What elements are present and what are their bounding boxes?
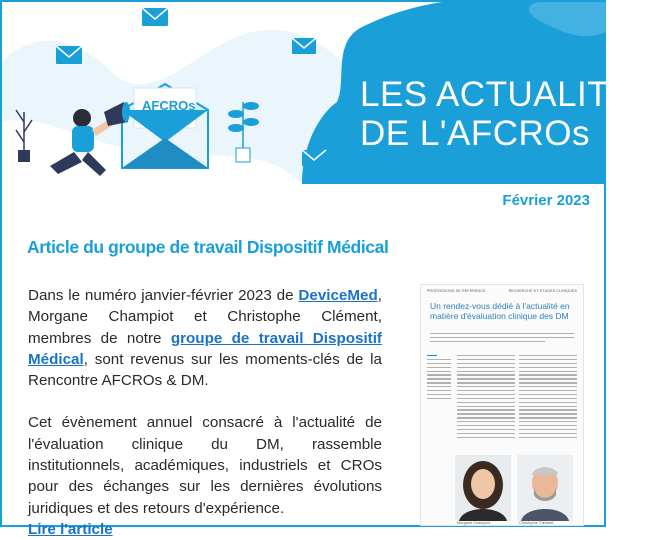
caption-right: Christophe Clément bbox=[519, 521, 554, 525]
newsletter-banner bbox=[2, 2, 657, 184]
large-envelope-icon bbox=[122, 84, 208, 168]
paragraph-text: Dans le numéro janvier-février 2023 de bbox=[28, 287, 299, 304]
magazine-column-2 bbox=[519, 355, 577, 441]
magazine-page-thumbnail[interactable] bbox=[420, 284, 584, 526]
article-paragraph-2: Cet évènement annuel consacré à l'actualité de l'évaluation clinique du DM, rassemble institutionnels, académiques, industriels et CROs pour des échanges sur les dernières évolutions juridiques et des retours d'expérience. bbox=[28, 414, 382, 517]
envelope-icon bbox=[292, 38, 316, 54]
paragraph-text: , sont revenus sur les moments-clés de la Rencontre AFCROs & DM. bbox=[28, 350, 382, 390]
photo-christophe-clement bbox=[517, 455, 573, 521]
article-title: Article du groupe de travail Dispositif Médical bbox=[27, 237, 389, 257]
banner-title bbox=[360, 75, 657, 153]
magazine-column-1 bbox=[457, 355, 515, 441]
photo-morgane-champiot bbox=[455, 455, 511, 521]
article-paragraph-1 bbox=[28, 285, 382, 391]
magazine-sidebar-text bbox=[427, 355, 451, 402]
banner-title-line1: LES ACTUALITÉS bbox=[360, 75, 657, 114]
article-body bbox=[28, 285, 382, 540]
magazine-section-left: PROFESSIONS DE REFERENCE bbox=[427, 289, 486, 293]
read-article-link[interactable]: Lire l'article bbox=[28, 520, 113, 538]
envelope-icon bbox=[302, 150, 326, 166]
devicemed-link[interactable]: DeviceMed bbox=[298, 287, 378, 304]
magazine-headline: Un rendez-vous dédié à l'actualité en matière d'évaluation clinique des DM bbox=[430, 301, 570, 321]
paragraph-text: , Morgane Champiot et Christophe Clément, membres de notre bbox=[28, 287, 382, 347]
issue-date: Février 2023 bbox=[502, 192, 590, 209]
svg-text:AFCROs: AFCROs bbox=[142, 98, 196, 113]
magazine-intro-text bbox=[430, 333, 574, 345]
banner-title-line2: DE L'AFCROs bbox=[360, 114, 590, 153]
caption-left: Morgane Champiot bbox=[457, 521, 490, 525]
envelope-icon bbox=[142, 8, 168, 26]
envelope-icon bbox=[56, 46, 82, 64]
working-group-link[interactable]: groupe de travail Dispositif Médical bbox=[28, 329, 382, 368]
magazine-section-right: RECHERCHE ET ETUDES CLINIQUES bbox=[508, 289, 577, 293]
